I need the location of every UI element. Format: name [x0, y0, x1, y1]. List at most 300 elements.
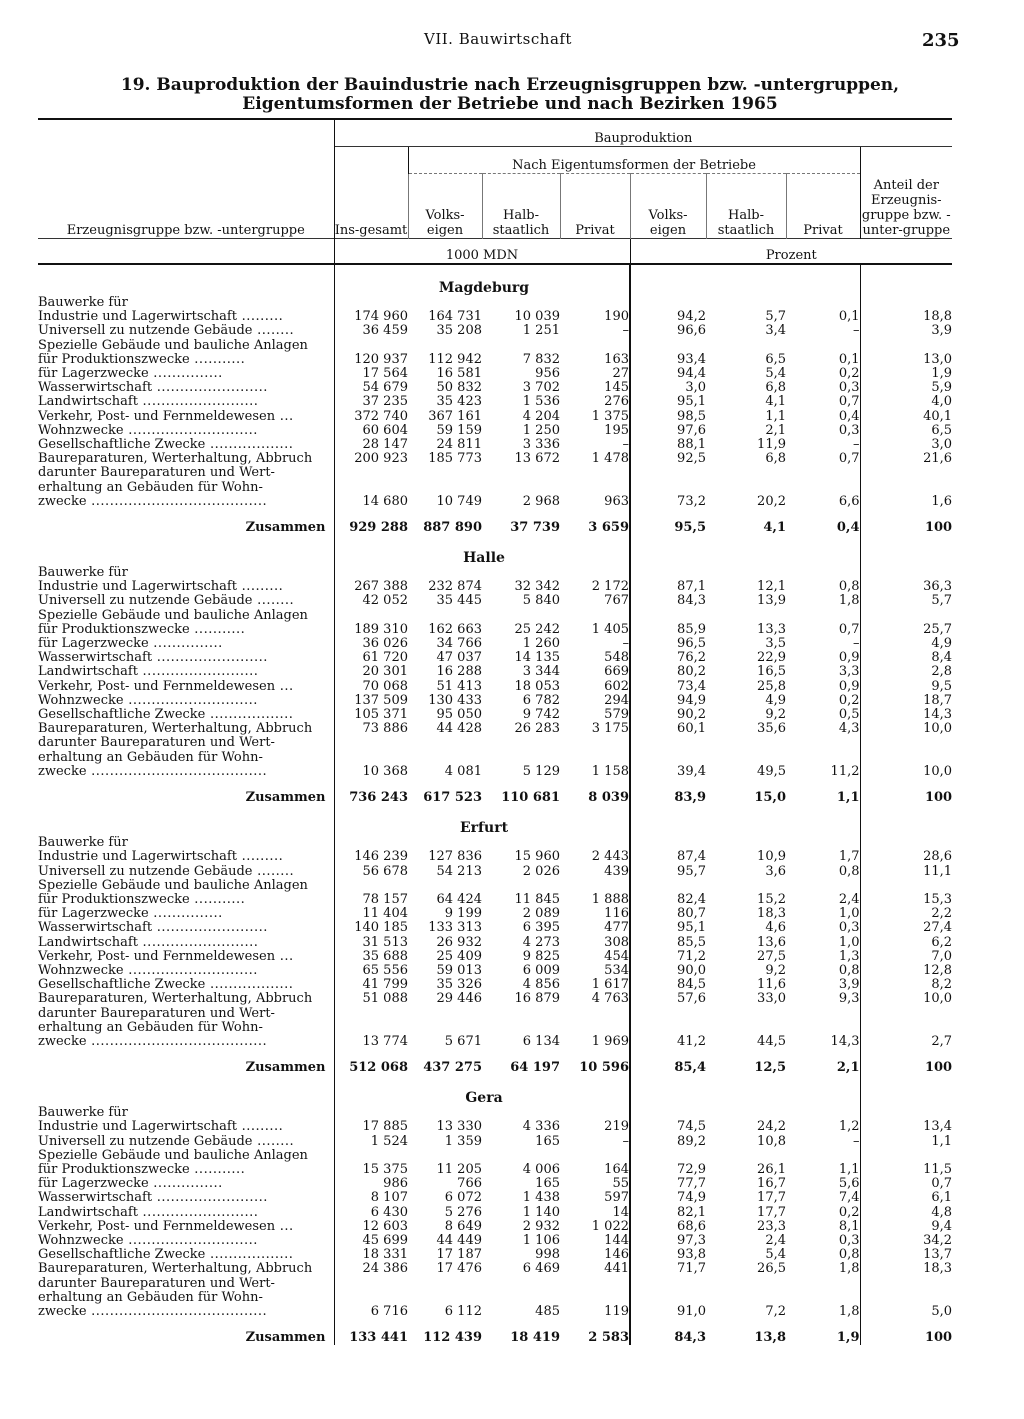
cell-halbstaatlich-abs: 5 129 [522, 763, 560, 779]
cell-share: 6,2 [860, 936, 952, 950]
row-label-cell [38, 566, 334, 580]
leader-dots: ........... [189, 1162, 246, 1177]
cell-halbstaatlich-abs [482, 736, 560, 750]
cell-halbstaatlich-pct: 15,2 [757, 891, 786, 907]
cell-halbstaatlich-abs: 6 469 [522, 1261, 560, 1277]
cell-share: 25,7 [860, 623, 952, 637]
cell-privat-abs: 164 [604, 1161, 629, 1177]
row-label: erhaltung an Gebäuden für Wohn- [38, 480, 263, 495]
cell-halbstaatlich-abs: 1 438 [522, 1190, 560, 1206]
region-name: Magdeburg [438, 279, 530, 296]
row-label: erhaltung an Gebäuden für Wohn- [38, 1020, 263, 1035]
cell-privat-abs: 2 172 [591, 579, 629, 595]
cell-privat-pct: 0,2 [838, 692, 860, 708]
cell-volkseigen-pct: 97,3 [630, 1234, 706, 1248]
cell-privat-pct: 0,3 [838, 422, 860, 438]
leader-dots: .................. [205, 438, 294, 453]
cell-share [860, 296, 952, 310]
row-label-cell [38, 1021, 334, 1035]
cell-privat-abs: – [622, 636, 629, 652]
total-halbstaatlich-abs: 64 197 [510, 1059, 560, 1075]
cell-halbstaatlich-abs [482, 836, 560, 850]
cell-volkseigen-pct: 71,7 [630, 1262, 706, 1276]
cell-total [334, 836, 408, 850]
region-name: Gera [465, 1089, 503, 1106]
cell-volkseigen-abs [408, 1007, 482, 1021]
table-row [38, 964, 952, 978]
cell-privat-abs: 190 [604, 309, 629, 325]
cell-halbstaatlich-pct [706, 566, 786, 580]
cell-privat-abs: 454 [604, 948, 629, 964]
cell-halbstaatlich-pct: 23,3 [757, 1218, 786, 1234]
cell-volkseigen-pct [630, 879, 706, 893]
cell-share: 1,1 [860, 1135, 952, 1149]
row-label: Spezielle Gebäude und bauliche Anlagen [38, 878, 308, 893]
cell-privat-abs: 308 [604, 934, 629, 950]
cell-privat-pct [786, 1007, 860, 1021]
cell-volkseigen-abs: 47 037 [436, 650, 482, 666]
table-row [38, 836, 952, 850]
table-row [38, 1035, 952, 1049]
row-label: Universell zu nutzende Gebäude [38, 1134, 253, 1149]
header-production: Bauproduktion [334, 119, 952, 147]
cell-halbstaatlich-pct [706, 1106, 786, 1120]
row-label-cell [38, 1248, 334, 1262]
cell-privat-pct [786, 1291, 860, 1305]
cell-total [334, 736, 408, 750]
row-label-cell [38, 978, 334, 992]
region-heading-spacer [860, 1075, 952, 1106]
table-row [38, 936, 952, 950]
cell-privat-abs [560, 736, 630, 750]
cell-total [334, 466, 408, 480]
cell-share: 11,5 [860, 1163, 952, 1177]
cell-total: 36 026 [334, 637, 408, 651]
region-heading-row [38, 535, 952, 566]
region-heading-spacer [630, 264, 860, 296]
cell-halbstaatlich-pct: 24,2 [757, 1119, 786, 1135]
cell-privat-pct: 1,8 [838, 1261, 860, 1277]
cell-volkseigen-pct: 94,4 [630, 367, 706, 381]
cell-privat-pct: 1,0 [838, 934, 860, 950]
region-heading-spacer [860, 264, 952, 296]
cell-halbstaatlich-abs: 25 242 [514, 621, 560, 637]
cell-privat-pct: 11,2 [830, 763, 860, 779]
row-label: für Lagerzwecke [38, 907, 149, 922]
table-row [38, 424, 952, 438]
leader-dots: ... [275, 1219, 294, 1234]
cell-share: 6,5 [860, 424, 952, 438]
cell-share: 6,1 [860, 1191, 952, 1205]
cell-privat-pct: 1,8 [838, 1303, 860, 1319]
row-label: Bauwerke für [38, 836, 128, 851]
cell-privat-pct: 0,9 [838, 678, 860, 694]
table-row [38, 893, 952, 907]
cell-privat-abs: 4 763 [591, 991, 629, 1007]
cell-total: 105 371 [334, 708, 408, 722]
cell-privat-abs: 2 443 [591, 849, 629, 865]
cell-privat-pct: 1,0 [838, 906, 860, 922]
cell-privat-abs: 597 [604, 1190, 629, 1206]
cell-volkseigen-abs: 29 446 [436, 991, 482, 1007]
cell-privat-abs: – [622, 323, 629, 339]
row-label-cell [38, 381, 334, 395]
cell-share: 13,0 [860, 353, 952, 367]
cell-volkseigen-abs: 130 433 [428, 692, 482, 708]
leader-dots: ............................ [123, 1233, 258, 1248]
cell-total: 189 310 [334, 623, 408, 637]
cell-privat-pct: 0,7 [838, 621, 860, 637]
cell-total: 78 157 [334, 893, 408, 907]
table-row [38, 1191, 952, 1205]
header-total: Ins-gesamt [334, 223, 408, 238]
leader-dots: ......... [236, 850, 284, 865]
cell-total: 18 331 [334, 1248, 408, 1262]
cell-share: 8,2 [860, 978, 952, 992]
cell-total: 35 688 [334, 950, 408, 964]
total-privat-abs: 3 659 [588, 519, 629, 535]
cell-privat-abs: 1 969 [591, 1033, 629, 1049]
cell-privat-pct: 1,3 [838, 948, 860, 964]
cell-volkseigen-abs: 10 749 [436, 493, 482, 509]
cell-halbstaatlich-abs [482, 751, 560, 765]
row-label: darunter Baureparaturen und Wert- [38, 736, 275, 751]
cell-halbstaatlich-pct: 10,8 [757, 1133, 786, 1149]
cell-volkseigen-abs: 95 050 [436, 707, 482, 723]
cell-privat-abs: 1 158 [591, 763, 629, 779]
cell-volkseigen-abs: 133 313 [428, 920, 482, 936]
header-halbstaatlich-pct: Halb-staatlich [706, 174, 786, 239]
row-label: Wohnzwecke [38, 693, 124, 708]
cell-halbstaatlich-abs: 9 825 [522, 948, 560, 964]
cell-share [860, 566, 952, 580]
cell-share: 1,9 [860, 367, 952, 381]
cell-share: 13,4 [860, 1120, 952, 1134]
cell-halbstaatlich-abs: 4 204 [522, 408, 560, 424]
cell-halbstaatlich-abs: 998 [535, 1247, 560, 1263]
cell-privat-abs: 1 617 [591, 977, 629, 993]
row-label-cell [38, 865, 334, 879]
cell-total: 200 923 [334, 452, 408, 466]
cell-volkseigen-pct: 84,3 [630, 594, 706, 608]
cell-halbstaatlich-abs: 3 344 [522, 664, 560, 680]
region-heading-label-cell [38, 805, 334, 836]
cell-halbstaatlich-abs: 3 702 [522, 380, 560, 396]
row-label-cell [38, 424, 334, 438]
region-heading-spacer [334, 535, 408, 566]
table-row [38, 1021, 952, 1035]
cell-privat-abs: 55 [612, 1176, 629, 1192]
cell-volkseigen-pct: 96,6 [630, 324, 706, 338]
cell-volkseigen-pct: 73,2 [630, 495, 706, 509]
chapter-heading: VII. Bauwirtschaft [424, 30, 572, 48]
cell-privat-pct: 0,8 [838, 962, 860, 978]
cell-volkseigen-abs: 51 413 [436, 678, 482, 694]
cell-halbstaatlich-abs [482, 339, 560, 353]
cell-privat-abs: 548 [604, 650, 629, 666]
cell-share: 34,2 [860, 1234, 952, 1248]
cell-halbstaatlich-abs: 956 [535, 366, 560, 382]
row-label: Verkehr, Post- und Fernmeldewesen [38, 1219, 276, 1234]
cell-share: 21,6 [860, 452, 952, 466]
cell-privat-pct [786, 879, 860, 893]
cell-volkseigen-pct [630, 466, 706, 480]
region-heading-spacer [560, 535, 630, 566]
cell-halbstaatlich-abs: 9 742 [522, 707, 560, 723]
cell-halbstaatlich-pct: 3,5 [765, 636, 786, 652]
cell-halbstaatlich-abs: 4 273 [522, 934, 560, 950]
cell-volkseigen-abs: 16 581 [436, 366, 482, 382]
cell-total: 51 088 [334, 992, 408, 1006]
cell-total: 28 147 [334, 438, 408, 452]
cell-privat-abs: 1 888 [591, 891, 629, 907]
cell-privat-pct: 0,2 [838, 366, 860, 382]
page-number: 235 [922, 30, 960, 51]
table-row [38, 310, 952, 324]
cell-share [860, 481, 952, 495]
cell-volkseigen-pct: 72,9 [630, 1163, 706, 1177]
cell-share: 14,3 [860, 708, 952, 722]
total-share: 100 [860, 1319, 952, 1345]
row-label: Gesellschaftliche Zwecke [38, 708, 206, 723]
cell-volkseigen-pct: 89,2 [630, 1135, 706, 1149]
cell-halbstaatlich-abs: 165 [535, 1133, 560, 1149]
row-label: Baureparaturen, Werterhaltung, Abbruch [38, 722, 313, 737]
cell-halbstaatlich-abs: 10 039 [514, 309, 560, 325]
cell-halbstaatlich-abs [482, 1149, 560, 1163]
total-privat-abs: 2 583 [588, 1329, 629, 1345]
cell-share [860, 466, 952, 480]
cell-volkseigen-pct: 82,4 [630, 893, 706, 907]
cell-halbstaatlich-pct [706, 1291, 786, 1305]
cell-share [860, 1106, 952, 1120]
cell-volkseigen-pct: 73,4 [630, 680, 706, 694]
cell-halbstaatlich-pct: 26,5 [757, 1261, 786, 1277]
cell-volkseigen-pct [630, 1149, 706, 1163]
cell-total: 986 [334, 1177, 408, 1191]
cell-volkseigen-abs: 232 874 [428, 579, 482, 595]
cell-privat-pct: 1,7 [838, 849, 860, 865]
cell-halbstaatlich-abs: 485 [535, 1303, 560, 1319]
total-privat-abs: 8 039 [588, 789, 629, 805]
cell-privat-pct: 14,3 [830, 1033, 860, 1049]
cell-halbstaatlich-pct: 5,7 [765, 309, 786, 325]
cell-share: 18,8 [860, 310, 952, 324]
cell-volkseigen-pct: 93,8 [630, 1248, 706, 1262]
region-heading-spacer [860, 805, 952, 836]
cell-halbstaatlich-abs: 4 856 [522, 977, 560, 993]
cell-halbstaatlich-abs: 18 053 [514, 678, 560, 694]
total-volkseigen-pct: 83,9 [630, 779, 706, 805]
cell-total: 10 368 [334, 765, 408, 779]
cell-volkseigen-pct: 93,4 [630, 353, 706, 367]
leader-dots: ........................ [152, 1191, 268, 1206]
cell-total: 372 740 [334, 410, 408, 424]
row-label-cell [38, 367, 334, 381]
cell-privat-pct: 2,4 [838, 891, 860, 907]
cell-halbstaatlich-pct: 3,6 [765, 863, 786, 879]
cell-volkseigen-abs: 127 836 [428, 849, 482, 865]
table-row [38, 609, 952, 623]
cell-privat-pct [786, 466, 860, 480]
cell-halbstaatlich-abs: 1 106 [522, 1232, 560, 1248]
cell-volkseigen-abs: 164 731 [428, 309, 482, 325]
cell-privat-pct: 0,3 [838, 380, 860, 396]
row-label-cell [38, 680, 334, 694]
cell-total: 54 679 [334, 381, 408, 395]
cell-halbstaatlich-abs: 4 336 [522, 1119, 560, 1135]
cell-halbstaatlich-pct: 16,5 [757, 664, 786, 680]
row-label-cell [38, 410, 334, 424]
table-row [38, 324, 952, 338]
cell-total: 6 430 [334, 1206, 408, 1220]
cell-halbstaatlich-pct [706, 296, 786, 310]
cell-privat-pct: 6,6 [838, 493, 860, 509]
cell-volkseigen-abs: 64 424 [436, 891, 482, 907]
leader-dots: .................. [205, 708, 294, 723]
cell-halbstaatlich-abs: 165 [535, 1176, 560, 1192]
cell-halbstaatlich-pct [706, 1277, 786, 1291]
cell-privat-pct: 3,9 [838, 977, 860, 993]
cell-volkseigen-abs [408, 1106, 482, 1120]
total-volkseigen-abs: 112 439 [423, 1329, 482, 1345]
cell-halbstaatlich-pct [706, 751, 786, 765]
total-halbstaatlich-abs: 110 681 [501, 789, 560, 805]
title-line-1: 19. Bauproduktion der Bauindustrie nach Erzeugnisgruppen bzw. -untergruppen, [120, 75, 900, 95]
row-label: Gesellschaftliche Zwecke [38, 978, 206, 993]
cell-volkseigen-abs: 59 159 [436, 422, 482, 438]
cell-privat-abs [560, 1106, 630, 1120]
cell-privat-abs: 439 [604, 863, 629, 879]
cell-total [334, 481, 408, 495]
row-label-cell [38, 992, 334, 1006]
row-label: Wasserwirtschaft [38, 381, 153, 396]
region-heading-spacer [630, 1075, 860, 1106]
cell-volkseigen-abs: 35 423 [436, 394, 482, 410]
cell-privat-pct: 7,4 [838, 1190, 860, 1206]
leader-dots: ............................ [123, 963, 258, 978]
cell-volkseigen-pct: 39,4 [630, 765, 706, 779]
cell-halbstaatlich-abs: 1 140 [522, 1204, 560, 1220]
cell-volkseigen-abs: 367 161 [428, 408, 482, 424]
table-row [38, 353, 952, 367]
row-label-cell [38, 879, 334, 893]
cell-privat-pct: 0,4 [838, 408, 860, 424]
cell-share: 0,7 [860, 1177, 952, 1191]
cell-share: 1,6 [860, 495, 952, 509]
leader-dots: ............... [148, 907, 223, 922]
row-label: Wohnzwecke [38, 1233, 124, 1248]
running-head [0, 30, 1024, 52]
region-heading-label-cell [38, 535, 334, 566]
cell-share: 2,8 [860, 665, 952, 679]
cell-volkseigen-pct [630, 1291, 706, 1305]
cell-privat-pct: 1,2 [838, 1119, 860, 1135]
row-label-cell [38, 580, 334, 594]
cell-halbstaatlich-pct: 5,4 [765, 366, 786, 382]
row-label: Landwirtschaft [38, 935, 138, 950]
cell-total [334, 566, 408, 580]
cell-share: 3,0 [860, 438, 952, 452]
cell-privat-abs: 146 [604, 1247, 629, 1263]
cell-volkseigen-abs [408, 879, 482, 893]
header-halbstaatlich-abs: Halb-staatlich [482, 174, 560, 239]
row-label-cell [38, 310, 334, 324]
cell-halbstaatlich-pct: 6,8 [765, 451, 786, 467]
cell-halbstaatlich-pct: 2,1 [765, 422, 786, 438]
row-label: Verkehr, Post- und Fernmeldewesen [38, 679, 276, 694]
region-name: Halle [463, 549, 505, 566]
cell-halbstaatlich-abs [482, 466, 560, 480]
row-label-cell [38, 1234, 334, 1248]
cell-privat-pct: 1,1 [838, 1161, 860, 1177]
cell-total: 61 720 [334, 651, 408, 665]
total-halbstaatlich-pct: 12,5 [754, 1059, 786, 1075]
row-label-cell [38, 353, 334, 367]
table-row [38, 1163, 952, 1177]
table-row [38, 1007, 952, 1021]
cell-volkseigen-abs: 162 663 [428, 621, 482, 637]
cell-halbstaatlich-pct: 35,6 [757, 721, 786, 737]
cell-volkseigen-abs: 4 081 [444, 763, 482, 779]
row-label-cell [38, 1007, 334, 1021]
table-row [38, 765, 952, 779]
cell-share: 10,0 [860, 722, 952, 736]
leader-dots: ........................ [152, 381, 268, 396]
cell-volkseigen-pct [630, 566, 706, 580]
cell-privat-abs: 294 [604, 692, 629, 708]
header-privat-pct: Privat [786, 174, 860, 239]
leader-dots: ............... [148, 1177, 223, 1192]
cell-privat-pct: 0,3 [838, 920, 860, 936]
cell-volkseigen-abs [408, 836, 482, 850]
table-row [38, 1120, 952, 1134]
row-label: für Produktionszwecke [38, 352, 190, 367]
header-unit-pct: Prozent [630, 239, 952, 265]
row-label: für Produktionszwecke [38, 622, 190, 637]
row-label-cell [38, 1035, 334, 1049]
row-label: Bauwerke für [38, 296, 128, 310]
header-volkseigen-pct: Volks-eigen [630, 174, 706, 239]
cell-volkseigen-abs: 54 213 [436, 863, 482, 879]
cell-halbstaatlich-pct [706, 836, 786, 850]
total-privat-pct: 0,4 [836, 519, 860, 535]
cell-privat-abs: – [622, 437, 629, 453]
row-label: Universell zu nutzende Gebäude [38, 594, 253, 609]
region-heading-spacer [334, 264, 408, 296]
total-total: 133 441 [334, 1319, 408, 1345]
total-privat-abs: 10 596 [579, 1059, 629, 1075]
cell-halbstaatlich-pct: 13,9 [757, 593, 786, 609]
header-volkseigen-abs: Volks-eigen [408, 174, 482, 239]
cell-volkseigen-abs: 44 449 [436, 1232, 482, 1248]
row-label-cell [38, 395, 334, 409]
cell-volkseigen-abs: 16 288 [436, 664, 482, 680]
region-heading-spacer [630, 805, 860, 836]
cell-share [860, 751, 952, 765]
cell-share [860, 1291, 952, 1305]
cell-privat-abs [560, 1149, 630, 1163]
cell-volkseigen-pct [630, 736, 706, 750]
row-label-cell [38, 950, 334, 964]
cell-volkseigen-pct [630, 751, 706, 765]
cell-halbstaatlich-pct: 6,5 [765, 351, 786, 367]
row-label-cell [38, 1163, 334, 1177]
leader-dots: ........... [189, 352, 246, 367]
cell-total: 14 680 [334, 495, 408, 509]
cell-halbstaatlich-pct: 4,1 [765, 394, 786, 410]
cell-privat-abs: 477 [604, 920, 629, 936]
